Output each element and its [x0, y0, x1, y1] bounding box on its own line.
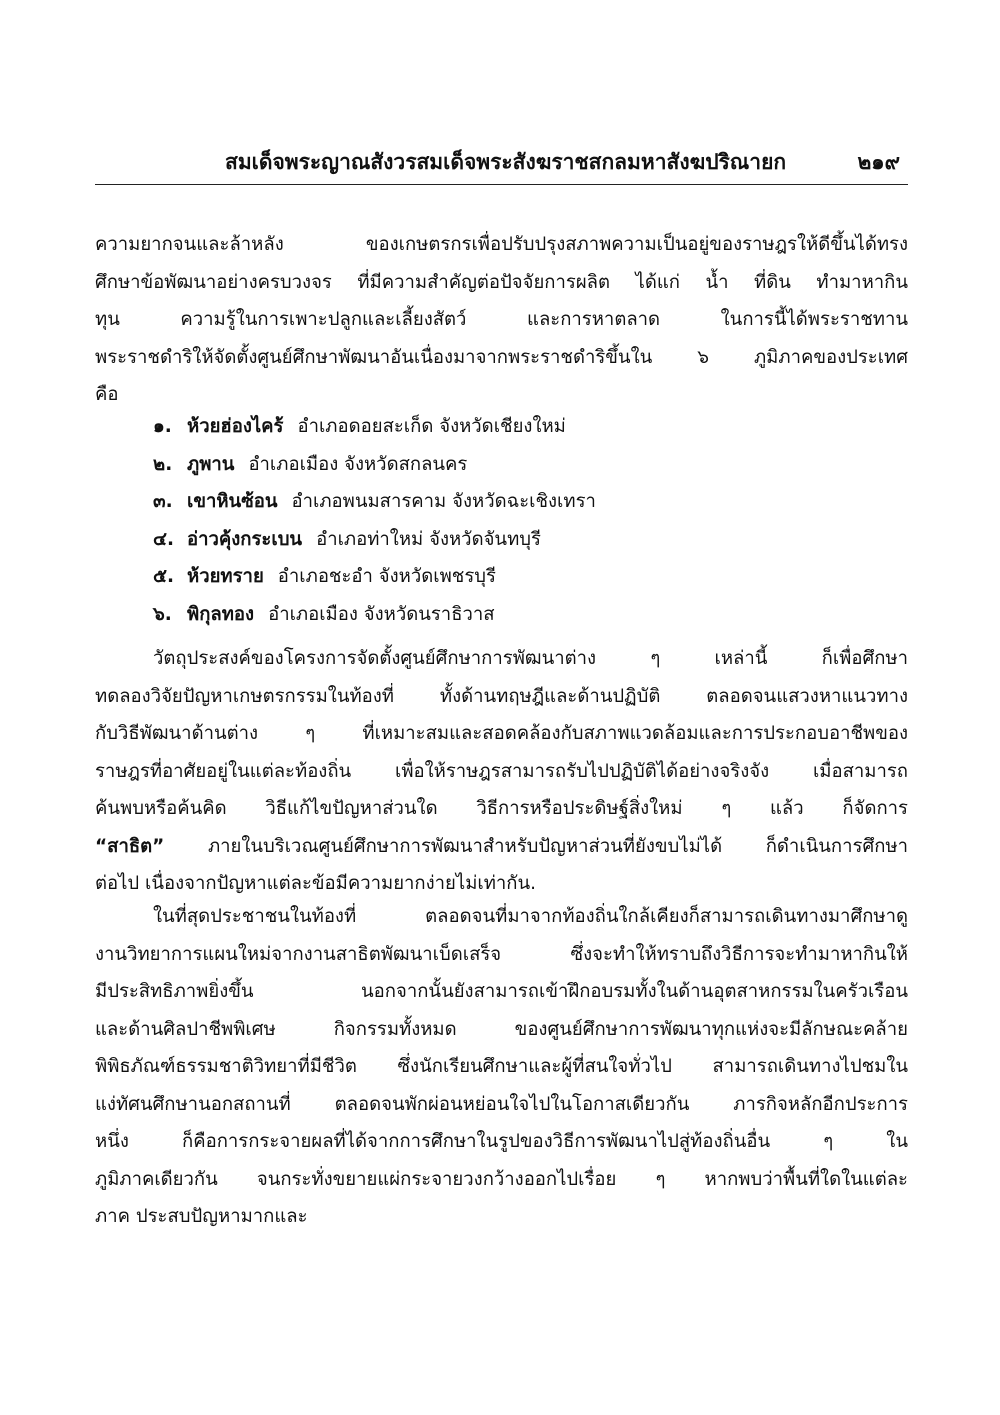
- text-line: ภูมิภาคเดียวกัน จนกระทั่งขยายแผ่กระจายวงกว้างออกไปเรื่อย ๆ หากพบว่าพื้นที่ใดในแต่ละ: [95, 1168, 908, 1190]
- list-item: [95, 596, 908, 634]
- text-line: พิพิธภัณฑ์ธรรมชาติวิทยาที่มีชีวิต ซึ่งนักเรียนศึกษาและผู้ที่สนใจทั่วไป สามารถเดินทางไปชมใน: [95, 1056, 908, 1077]
- list-number: ๖.: [153, 603, 172, 625]
- text-segment: ภายในบริเวณศูนย์ศึกษาการพัฒนาสำหรับปัญหาส่วนที่ยังขบไม่ได้ ก็ดำเนินการศึกษา: [207, 835, 908, 857]
- list-number: ๕.: [153, 566, 175, 587]
- text-line: กับวิธีพัฒนาด้านต่าง ๆ ที่เหมาะสมและสอดคล้องกับสภาพแวดล้อมและการประกอบอาชีพของ: [95, 723, 908, 744]
- text-line: ภาค ประสบปัญหามากและ: [95, 1206, 308, 1227]
- list-number: ๑.: [153, 416, 172, 437]
- list-item: [95, 483, 908, 521]
- emphasis-word: “สาธิต”: [95, 835, 165, 857]
- running-header: [95, 140, 908, 185]
- text-line: ราษฎรที่อาศัยอยู่ในแต่ละท้องถิ่น เพื่อให้ราษฎรสามารถรับไปปฏิบัติได้อย่างจริงจัง เมื่อสามารถ: [95, 760, 908, 782]
- center-location: อำเภอดอยสะเก็ด จังหวัดเชียงใหม่: [297, 416, 566, 437]
- center-location: อำเภอเมือง จังหวัดนราธิวาส: [268, 603, 495, 625]
- text-line: ในที่สุดประชาชนในท้องที่ ตลอดจนที่มาจากท้องถิ่นใกล้เคียงก็สามารถเดินทางมาศึกษาดู: [153, 906, 908, 927]
- center-location: อำเภอเมือง จังหวัดสกลนคร: [248, 453, 468, 475]
- text-line: และด้านศิลปาชีพพิเศษ กิจกรรมทั้งหมด ของศูนย์ศึกษาการพัฒนาทุกแห่งจะมีลักษณะคล้าย: [95, 1018, 908, 1040]
- text-line: ต่อไป เนื่องจากปัญหาแต่ละข้อมีความยากง่ายไม่เท่ากัน.: [95, 873, 537, 894]
- center-location: อำเภอพนมสารคาม จังหวัดฉะเชิงเทรา: [291, 491, 596, 512]
- text-line: คือ: [95, 384, 119, 405]
- center-name: อ่าวคุ้งกระเบน: [187, 528, 303, 550]
- center-name: พิกุลทอง: [187, 603, 255, 625]
- center-list: [95, 408, 908, 633]
- text-line: พระราชดำริให้จัดตั้งศูนย์ศึกษาพัฒนาอันเนื่องมาจากพระราชดำริขึ้นใน ๖ ภูมิภาคของประเทศ: [95, 346, 908, 368]
- center-location: อำเภอท่าใหม่ จังหวัดจันทบุรี: [316, 528, 541, 550]
- text-line: ทุน ความรู้ในการเพาะปลูกและเลี้ยงสัตว์ และการหาตลาด ในการนี้ได้พระราชทาน: [95, 309, 908, 330]
- text-line: มีประสิทธิภาพยิ่งขึ้น นอกจากนั้นยังสามารถเข้าฝึกอบรมทั้งในด้านอุตสาหกรรมในครัวเรือน: [95, 981, 908, 1002]
- text-line: ความยากจนและล้าหลัง ของเกษตรกรเพื่อปรับปรุงสภาพความเป็นอยู่ของราษฎรให้ดีขึ้นได้ทรง: [95, 234, 908, 255]
- center-name: ห้วยทราย: [187, 566, 264, 587]
- text-line: หนึ่ง ก็คือการกระจายผลที่ได้จากการศึกษาในรูปของวิธีการพัฒนาไปสู่ท้องถิ่นอื่น ๆ ใน: [95, 1131, 908, 1152]
- center-name: ภูพาน: [187, 453, 235, 475]
- center-location: อำเภอชะอำ จังหวัดเพชรบุรี: [277, 566, 496, 587]
- text-line: ศึกษาข้อพัฒนาอย่างครบวงจร ที่มีความสำคัญต่อปัจจัยการผลิต ได้แก่ น้ำ ที่ดิน ทำมาหากิน: [95, 271, 908, 293]
- list-item: [95, 446, 908, 484]
- list-item: [95, 408, 908, 446]
- text-line: [95, 828, 908, 866]
- list-number: ๔.: [153, 528, 175, 550]
- header-title: สมเด็จพระญาณสังวรสมเด็จพระสังฆราชสกลมหาสังฆปริณายก: [225, 150, 787, 174]
- text-line: งานวิทยาการแผนใหม่จากงานสาธิตพัฒนาเบ็ดเสร็จ ซึ่งจะทำให้ทราบถึงวิธีการจะทำมาหากินให้: [95, 943, 908, 965]
- paragraph-intro: [95, 226, 908, 414]
- page-number: ๒๑๙: [857, 150, 900, 174]
- list-number: ๓.: [153, 491, 173, 512]
- list-item: [95, 521, 908, 559]
- text-line: ค้นพบหรือค้นคิด วิธีแก้ไขปัญหาส่วนใด วิธีการหรือประดิษฐ์สิ่งใหม่ ๆ แล้ว ก็จัดการ: [95, 798, 908, 819]
- center-name: เขาหินซ้อน: [187, 491, 278, 512]
- paragraph-outreach: [95, 898, 908, 1236]
- text-line: แง่ทัศนศึกษานอกสถานที่ ตลอดจนพักผ่อนหย่อนใจไปในโอกาสเดียวกัน ภารกิจหลักอีกประการ: [95, 1093, 908, 1115]
- text-line: วัตถุประสงค์ของโครงการจัดตั้งศูนย์ศึกษาการพัฒนาต่าง ๆ เหล่านี้ ก็เพื่อศึกษา: [153, 648, 908, 669]
- list-item: [95, 558, 908, 596]
- list-number: ๒.: [153, 453, 173, 475]
- center-name: ห้วยฮ่องไคร้: [187, 416, 284, 437]
- paragraph-objectives: [95, 640, 908, 903]
- text-line: ทดลองวิจัยปัญหาเกษตรกรรมในท้องที่ ทั้งด้านทฤษฎีและด้านปฏิบัติ ตลอดจนแสวงหาแนวทาง: [95, 685, 908, 707]
